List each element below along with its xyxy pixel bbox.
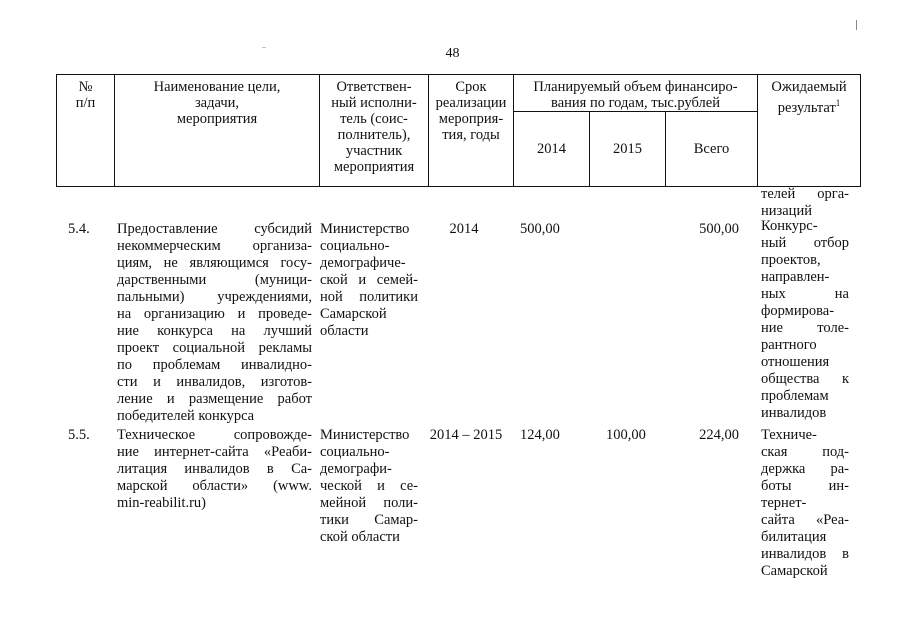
- cell-line: тернет-: [761, 495, 807, 511]
- row-5-4-2014: 500,00: [520, 221, 560, 237]
- header-line: реализации: [435, 95, 507, 111]
- row-5-5-2015: 100,00: [606, 427, 646, 443]
- header-result-line-2: результат: [777, 99, 836, 116]
- cell-line: ние конкурса на лучший: [117, 323, 312, 339]
- row-5-5-term: 2014 – 2015: [429, 427, 503, 443]
- cell-line: Конкурс-: [761, 218, 818, 234]
- header-line: тия, годы: [442, 127, 500, 143]
- cell-line: тики Самар-: [320, 512, 418, 528]
- header-line: Планируемый объем финансиро-: [533, 79, 738, 95]
- cell-line: области: [320, 323, 369, 339]
- header-executor: [320, 75, 429, 187]
- cell-line: циям, не являющимся госу-: [117, 255, 312, 271]
- header-line: п/п: [75, 95, 96, 111]
- header-term: [429, 75, 514, 187]
- row-5-4-name: [117, 221, 312, 425]
- cell-line: Техниче-: [761, 427, 817, 443]
- row-5-5-num: 5.5.: [68, 427, 90, 443]
- cell-line: ной политики: [320, 289, 418, 305]
- cell-line: проектов,: [761, 252, 821, 268]
- cell-line: Министерство: [320, 427, 410, 443]
- cell-line: на организацию и проведе-: [117, 306, 312, 322]
- table-header: [56, 74, 861, 187]
- cell-line: ской области: [320, 529, 400, 545]
- header-year-2015: 2015: [590, 112, 666, 187]
- header-name: [115, 75, 320, 187]
- row-5-5-result: [761, 427, 849, 580]
- header-line: ный исполни-: [331, 95, 417, 111]
- cell-line: марской области» (www.: [117, 478, 312, 494]
- scan-mark: –: [262, 42, 266, 51]
- cell-line: боты ин-: [761, 478, 849, 494]
- cell-line: ская под-: [761, 444, 849, 460]
- cell-line: Техническое сопровожде-: [117, 427, 312, 443]
- cell-line: мейной поли-: [320, 495, 418, 511]
- cell-line: формирова-: [761, 303, 835, 319]
- carry-over-line: телей орга-: [761, 186, 849, 202]
- cell-line: ние толе-: [761, 320, 849, 336]
- header-line: Наименование цели,: [153, 79, 281, 95]
- carry-over-line: низаций: [761, 203, 812, 219]
- cell-line: билитация: [761, 529, 827, 545]
- cell-line: Предоставление субсидий: [117, 221, 312, 237]
- cell-line: демографиче-: [320, 255, 406, 271]
- cell-line: направлен-: [761, 269, 830, 285]
- row-5-4-total: 500,00: [699, 221, 739, 237]
- header-line: задачи,: [194, 95, 240, 111]
- header-year-2014: 2014: [514, 112, 590, 187]
- header-line: мероприятия: [176, 111, 258, 127]
- cell-line: инвалидов: [761, 405, 827, 421]
- cell-line: социально-: [320, 444, 390, 460]
- scan-artifact: [856, 20, 857, 30]
- cell-line: общества к: [761, 371, 849, 387]
- carry-over-result: [761, 186, 849, 220]
- cell-line: min-reabilit.ru): [117, 495, 206, 511]
- cell-line: победителей конкурса: [117, 408, 255, 424]
- cell-line: Самарской: [320, 306, 387, 322]
- header-total: Всего: [666, 112, 758, 187]
- cell-line: дарственными (муници-: [117, 272, 312, 288]
- cell-line: проблемам: [761, 388, 829, 404]
- header-result: [758, 75, 861, 187]
- cell-line: ных на: [761, 286, 849, 302]
- row-5-5-name: [117, 427, 312, 512]
- page-number: 48: [445, 46, 460, 61]
- header-line: тель (соис-: [340, 111, 408, 127]
- footnote-marker: 1: [835, 98, 841, 108]
- cell-line: литация инвалидов в Са-: [117, 461, 312, 477]
- row-5-4-result: [761, 218, 849, 422]
- cell-line: демографи-: [320, 461, 392, 477]
- row-5-4-num: 5.4.: [68, 221, 90, 237]
- header-line: полнитель),: [337, 127, 411, 143]
- cell-line: отношения: [761, 354, 830, 370]
- cell-line: держка ра-: [761, 461, 849, 477]
- cell-line: пальными) учреждениями,: [117, 289, 312, 305]
- header-num: [57, 75, 115, 187]
- header-line: мероприя-: [438, 111, 504, 127]
- cell-line: сайта «Реа-: [761, 512, 849, 528]
- cell-line: некоммерческим организа-: [117, 238, 312, 254]
- header-line: Срок: [455, 79, 487, 95]
- cell-line: ской и семей-: [320, 272, 418, 288]
- row-5-5-total: 224,00: [699, 427, 739, 443]
- cell-line: по проблемам инвалидно-: [117, 357, 312, 373]
- cell-line: ние интернет-сайта «Реаби-: [117, 444, 312, 460]
- header-line: №: [78, 79, 93, 95]
- cell-line: ление и размещение работ: [117, 391, 312, 407]
- header-line: вания по годам, тыс.рублей: [551, 95, 720, 111]
- cell-line: ческой и се-: [320, 478, 418, 494]
- header-line: участник: [345, 143, 403, 159]
- cell-line: Министерство: [320, 221, 410, 237]
- row-5-4-term: 2014: [449, 221, 479, 237]
- cell-line: ный отбор: [761, 235, 849, 251]
- cell-line: сти и инвалидов, изготов-: [117, 374, 312, 390]
- row-5-5-2014: 124,00: [520, 427, 560, 443]
- row-5-5-executor: [320, 427, 418, 546]
- cell-line: рантного: [761, 337, 817, 353]
- header-line: мероприятия: [333, 159, 415, 175]
- header-line: Ответствен-: [336, 79, 412, 95]
- cell-line: социально-: [320, 238, 390, 254]
- cell-line: проект социальной рекламы: [117, 340, 312, 356]
- cell-line: инвалидов в: [761, 546, 849, 562]
- header-financing: [514, 75, 758, 112]
- header-result-line-1: Ожидаемый: [771, 79, 847, 95]
- row-5-4-executor: [320, 221, 418, 340]
- cell-line: Самарской: [761, 563, 828, 579]
